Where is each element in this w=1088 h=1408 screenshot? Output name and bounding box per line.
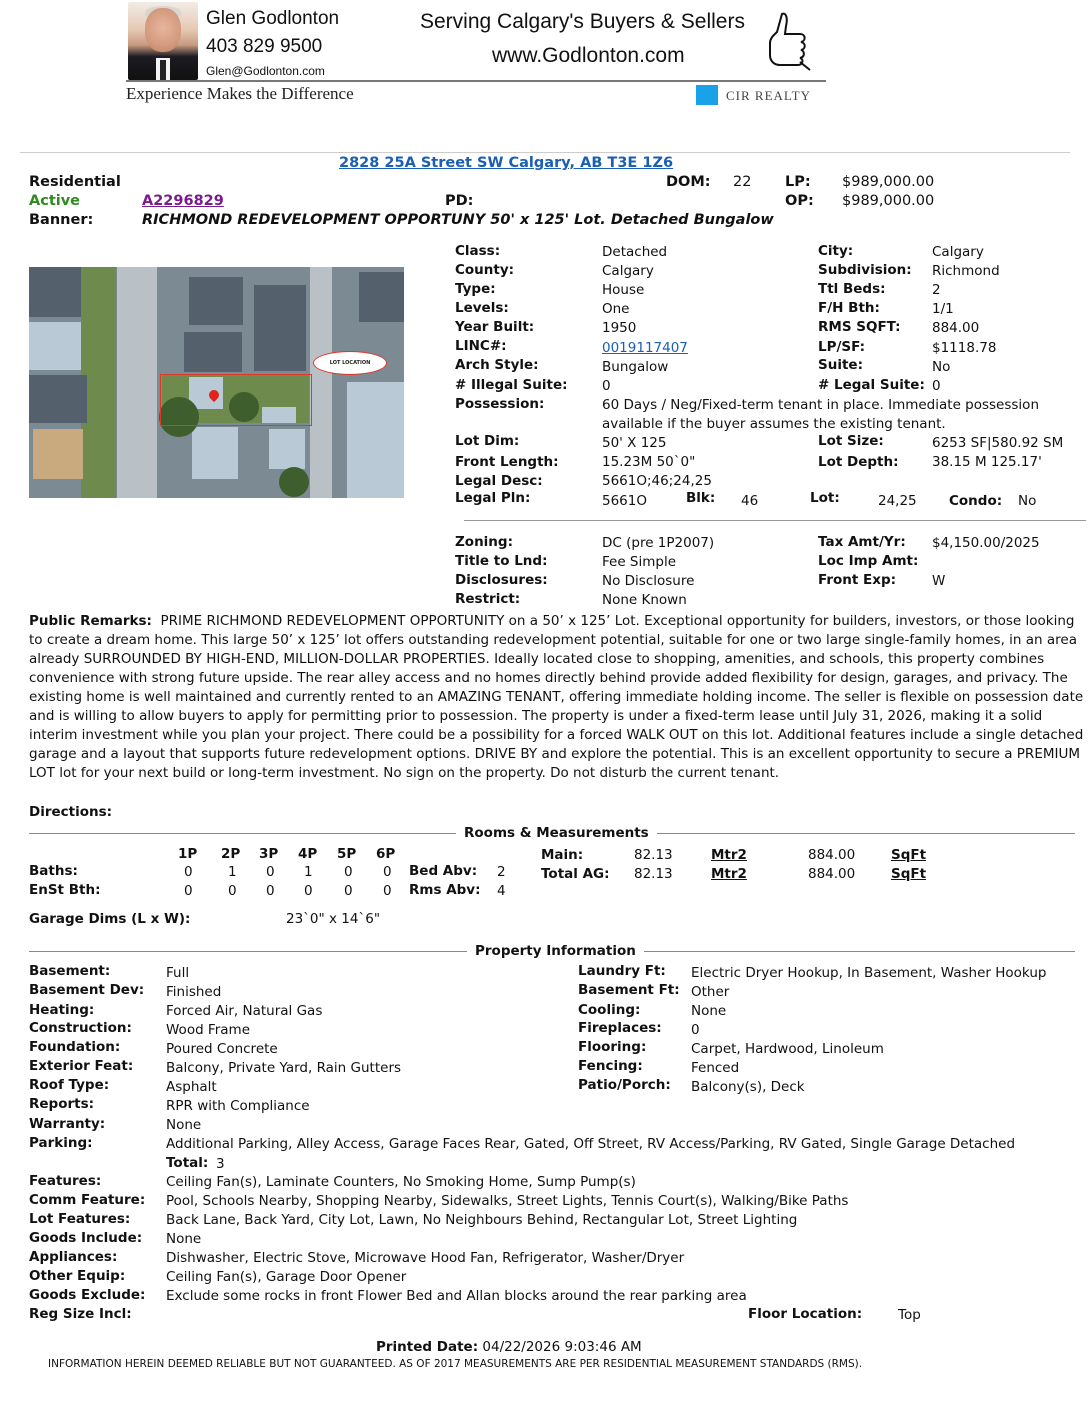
legal-pln-label: Legal Pln:: [455, 490, 531, 506]
info-value: Poured Concrete: [166, 1041, 278, 1057]
info-label: Basement Dev:: [29, 982, 145, 998]
detail-label: County:: [455, 262, 515, 278]
detail-label: LP/SF:: [818, 339, 866, 355]
detail-value: Detached: [602, 244, 668, 260]
cir-logo-icon: [696, 85, 718, 105]
possession-label: Possession:: [455, 396, 545, 412]
detail-label: City:: [818, 243, 854, 259]
tax-value: $4,150.00/2025: [932, 535, 1040, 551]
info-label: Basement:: [29, 963, 111, 979]
enst-value: 0: [344, 883, 353, 899]
lot-size-value: 6253 SF|580.92 SM: [932, 435, 1064, 451]
info-label: Patio/Porch:: [578, 1077, 671, 1093]
disclosures-label: Disclosures:: [455, 572, 548, 588]
mtr2-unit-link[interactable]: Mtr2: [711, 866, 747, 882]
info-value: Finished: [166, 984, 222, 1000]
info-value: Carpet, Hardwood, Linoleum: [691, 1041, 884, 1057]
front-exp-label: Front Exp:: [818, 572, 897, 588]
parking-total-label: Total:: [166, 1155, 209, 1171]
rooms-section-header: Rooms & Measurements: [29, 826, 1075, 840]
front-exp-value: W: [932, 573, 946, 589]
info-value: None: [691, 1003, 727, 1019]
lot-outline: [160, 374, 312, 426]
legal-desc-label: Legal Desc:: [455, 473, 543, 489]
enst-value: 0: [304, 883, 313, 899]
info-label: Fireplaces:: [578, 1020, 662, 1036]
info-value: Electric Dryer Hookup, In Basement, Washer Hookup: [691, 965, 1047, 981]
printed-date: [376, 1339, 642, 1355]
property-info-section-header: Property Information: [29, 944, 1075, 958]
info-label: Warranty:: [29, 1116, 106, 1132]
detail-value: 0: [602, 378, 611, 394]
info-value: Back Lane, Back Yard, City Lot, Lawn, No Neighbours Behind, Rectangular Lot, Street Lighting: [166, 1212, 798, 1228]
info-value: RPR with Compliance: [166, 1098, 310, 1114]
info-label: Goods Exclude:: [29, 1287, 146, 1303]
tax-label: Tax Amt/Yr:: [818, 534, 906, 550]
bed-abv-value: 2: [497, 864, 506, 880]
info-value: Full: [166, 965, 190, 981]
detail-label: Subdivision:: [818, 262, 912, 278]
possession-line-1: 60 Days / Neg/Fixed-term tenant in place. Immediate possession: [602, 397, 1039, 413]
info-value: 0: [691, 1022, 700, 1038]
disclaimer: INFORMATION HEREIN DEEMED RELIABLE BUT NOT GUARANTEED. AS OF 2017 MEASUREMENTS ARE PER RESIDENTIAL MEASUREMENT STANDARDS (RMS).: [48, 1358, 863, 1370]
detail-value: 2: [932, 282, 941, 298]
property-type: Residential: [29, 174, 121, 190]
banner-tagline: Experience Makes the Difference: [126, 84, 354, 103]
disclosures-value: No Disclosure: [602, 573, 695, 589]
agent-photo: [128, 2, 198, 80]
info-label: Comm Feature:: [29, 1192, 146, 1208]
lp-label: LP:: [785, 174, 811, 190]
lot-depth-value: 38.15 M 125.17': [932, 454, 1042, 470]
mls-number-link[interactable]: A2296829: [142, 193, 224, 209]
detail-value: Bungalow: [602, 359, 669, 375]
property-address-link[interactable]: 2828 25A Street SW Calgary, AB T3E 1Z6: [339, 155, 674, 171]
detail-label: # Legal Suite:: [818, 377, 925, 393]
agent-email: Glen@Godlonton.com: [206, 64, 325, 78]
possession-line-2: available if the buyer assumes the existing tenant.: [602, 416, 946, 432]
bath-col-header: 1P: [178, 846, 198, 862]
banner-website: www.Godlonton.com: [492, 44, 685, 67]
front-length-label: Front Length:: [455, 454, 559, 470]
bath-col-header: 3P: [259, 846, 279, 862]
restrict-value: None Known: [602, 592, 687, 608]
baths-value: 0: [383, 864, 392, 880]
brokerage-name: CIR REALTY: [726, 88, 811, 103]
detail-label: F/H Bth:: [818, 300, 880, 316]
legal-pln-value: 5661O: [602, 493, 647, 509]
info-value: Other: [691, 984, 730, 1000]
dom-value: 22: [733, 174, 752, 190]
bath-col-header: 5P: [337, 846, 357, 862]
top-divider: [20, 152, 1070, 153]
details-divider: [464, 520, 1086, 521]
lot-location-callout: LOT LOCATION: [313, 351, 387, 375]
bath-col-header: 2P: [221, 846, 241, 862]
info-label: Fencing:: [578, 1058, 643, 1074]
title-value: Fee Simple: [602, 554, 677, 570]
detail-value: Calgary: [602, 263, 654, 279]
aerial-lot-map: [29, 267, 404, 498]
detail-label: Type:: [455, 281, 496, 297]
floor-location-value: Top: [898, 1307, 921, 1323]
blk-label: Blk:: [686, 490, 716, 506]
baths-value: 1: [304, 864, 313, 880]
enst-value: 0: [383, 883, 392, 899]
detail-value: 1950: [602, 320, 637, 336]
baths-value: 1: [228, 864, 237, 880]
info-label: Cooling:: [578, 1002, 641, 1018]
detail-value: 0: [932, 378, 941, 394]
public-remarks: [29, 612, 1087, 783]
area-metric: 82.13: [634, 866, 673, 882]
detail-value: $1118.78: [932, 340, 997, 356]
detail-value: 884.00: [932, 320, 980, 336]
banner-text: RICHMOND REDEVELOPMENT OPPORTUNY 50' x 125' Lot. Detached Bungalow: [142, 212, 774, 228]
agent-name: Glen Godlonton: [206, 8, 340, 29]
pd-label: PD:: [445, 193, 474, 209]
lot-label: Lot:: [810, 490, 840, 506]
parking-total-value: 3: [216, 1156, 225, 1172]
lot-depth-label: Lot Depth:: [818, 454, 899, 470]
condo-label: Condo:: [949, 493, 1003, 509]
detail-value: Richmond: [932, 263, 1000, 279]
banner-divider: [126, 80, 826, 82]
public-remarks-label: Public Remarks:: [29, 613, 152, 629]
info-label: Laundry Ft:: [578, 963, 666, 979]
bath-col-header: 4P: [298, 846, 318, 862]
detail-value: 1/1: [932, 301, 954, 317]
area-metric: 82.13: [634, 847, 673, 863]
info-value: Ceiling Fan(s), Garage Door Opener: [166, 1269, 407, 1285]
enst-bth-label: EnSt Bth:: [29, 882, 101, 898]
lot-size-label: Lot Size:: [818, 433, 884, 449]
parking-value: Additional Parking, Alley Access, Garage Faces Rear, Gated, Off Street, RV Access/Parking, RV Gated, Single Garage Detached: [166, 1136, 1016, 1152]
info-value: Ceiling Fan(s), Laminate Counters, No Smoking Home, Sump Pump(s): [166, 1174, 636, 1190]
zoning-label: Zoning:: [455, 534, 513, 550]
agent-banner: [124, 0, 826, 108]
op-label: OP:: [785, 193, 814, 209]
mtr2-unit-link[interactable]: Mtr2: [711, 847, 747, 863]
detail-label: Arch Style:: [455, 357, 539, 373]
reg-size-label: Reg Size Incl:: [29, 1306, 132, 1322]
detail-label: Levels:: [455, 300, 509, 316]
info-label: Appliances:: [29, 1249, 118, 1265]
zoning-value: DC (pre 1P2007): [602, 535, 715, 551]
detail-value: One: [602, 301, 630, 317]
info-value: Fenced: [691, 1060, 740, 1076]
baths-label: Baths:: [29, 863, 78, 879]
garage-dims-value: 23`0" x 14`6": [286, 911, 381, 927]
info-value: Balcony(s), Deck: [691, 1079, 805, 1095]
detail-value: No: [932, 359, 951, 375]
area-label: Total AG:: [541, 866, 610, 882]
info-label: Goods Include:: [29, 1230, 143, 1246]
area-label: Main:: [541, 847, 584, 863]
restrict-label: Restrict:: [455, 591, 521, 607]
bath-col-header: 6P: [376, 846, 396, 862]
linc-number-link[interactable]: 0019117407: [602, 340, 688, 356]
bed-abv-label: Bed Abv:: [409, 863, 478, 879]
info-label: Roof Type:: [29, 1077, 110, 1093]
info-value: Wood Frame: [166, 1022, 250, 1038]
blk-value: 46: [741, 493, 759, 509]
directions-label: Directions:: [29, 804, 113, 820]
detail-label: Year Built:: [455, 319, 535, 335]
legal-desc-value: 5661O;46;24,25: [602, 473, 712, 489]
list-price: $989,000.00: [842, 174, 935, 190]
rms-abv-label: Rms Abv:: [409, 882, 481, 898]
info-value: Balcony, Private Yard, Rain Gutters: [166, 1060, 402, 1076]
info-label: Reports:: [29, 1096, 95, 1112]
status-badge: Active: [29, 193, 81, 209]
baths-value: 0: [266, 864, 275, 880]
lot-dim-label: Lot Dim:: [455, 433, 520, 449]
front-length-value: 15.23M 50`0": [602, 454, 696, 470]
floor-location-label: Floor Location:: [748, 1306, 863, 1322]
sqft-unit-link[interactable]: SqFt: [891, 866, 927, 882]
agent-phone: 403 829 9500: [206, 36, 323, 57]
info-label: Heating:: [29, 1002, 95, 1018]
info-label: Basement Ft:: [578, 982, 680, 998]
info-label: Exterior Feat:: [29, 1058, 134, 1074]
info-label: Foundation:: [29, 1039, 121, 1055]
detail-label: # Illegal Suite:: [455, 377, 568, 393]
dom-label: DOM:: [666, 174, 711, 190]
detail-value: House: [602, 282, 645, 298]
lot-dim-value: 50' X 125: [602, 435, 667, 451]
baths-value: 0: [184, 864, 193, 880]
rms-abv-value: 4: [497, 883, 506, 899]
info-value: Exclude some rocks in front Flower Bed and Allan blocks around the rear parking area: [166, 1288, 747, 1304]
baths-value: 0: [344, 864, 353, 880]
public-remarks-text: PRIME RICHMOND REDEVELOPMENT OPPORTUNITY on a 50’ x 125’ Lot. Exceptional opportunity for builders, investors, or those looking to create a dream home. This large 50’ x 125’ lot offers outstanding redevelopment potential, suitable for one or two large single-family homes, in an area already SURROUNDED BY HIGH-END, MILLION-DOLLAR PROPERTIES. Ideally located close to shopping, amenities, and schools, this property combines convenience with strong future upside. The rear alley access and no homes directly behind provide added flexibility for design, garages, and privacy. The existing home is well maintained and currently rented to an AMAZING TENANT, offering immediate holding income. The seller is flexible on possession date and is willing to allow buyers to apply for permitting prior to possession. The property is under a fixed-term lease until July 31, 2026, making it a solid interim investment while you plan your project. There could be a possibility for a forced WALK OUT on this lot. Additional features include a single detached garage and a layout that supports future redevelopment options. DRIVE BY and explore the potential. This is an excellent opportunity to secure a PREMIUM LOT lot for your next build or long-term investment. No sign on the property. Do not disturb the current tenant.: [29, 613, 1084, 781]
printed-date-label: Printed Date:: [376, 1339, 479, 1355]
detail-label: Suite:: [818, 357, 863, 373]
detail-label: Class:: [455, 243, 501, 259]
area-imperial: 884.00: [808, 866, 856, 882]
info-value: Asphalt: [166, 1079, 217, 1095]
printed-date-value: 04/22/2026 9:03:46 AM: [482, 1339, 642, 1355]
info-label: Flooring:: [578, 1039, 647, 1055]
banner-label: Banner:: [29, 212, 94, 228]
detail-label: RMS SQFT:: [818, 319, 901, 335]
detail-label: Ttl Beds:: [818, 281, 886, 297]
enst-value: 0: [184, 883, 193, 899]
enst-value: 0: [266, 883, 275, 899]
sqft-unit-link[interactable]: SqFt: [891, 847, 927, 863]
info-value: Forced Air, Natural Gas: [166, 1003, 323, 1019]
garage-dims-label: Garage Dims (L x W):: [29, 911, 191, 927]
info-value: Dishwasher, Electric Stove, Microwave Hood Fan, Refrigerator, Washer/Dryer: [166, 1250, 685, 1266]
info-label: Other Equip:: [29, 1268, 126, 1284]
info-label: Lot Features:: [29, 1211, 131, 1227]
info-value: Pool, Schools Nearby, Shopping Nearby, Sidewalks, Street Lights, Tennis Court(s), Walking/Bike Paths: [166, 1193, 849, 1209]
banner-slogan: Serving Calgary's Buyers & Sellers: [420, 10, 745, 33]
info-label: Features:: [29, 1173, 102, 1189]
loc-imp-label: Loc Imp Amt:: [818, 553, 919, 569]
info-value: None: [166, 1117, 202, 1133]
info-label: Parking:: [29, 1135, 93, 1151]
detail-label: LINC#:: [455, 338, 507, 354]
lot-value: 24,25: [878, 493, 917, 509]
enst-value: 0: [228, 883, 237, 899]
original-price: $989,000.00: [842, 193, 935, 209]
info-value: None: [166, 1231, 202, 1247]
condo-value: No: [1018, 493, 1037, 509]
title-label: Title to Lnd:: [455, 553, 548, 569]
info-label: Construction:: [29, 1020, 132, 1036]
detail-value: Calgary: [932, 244, 984, 260]
area-imperial: 884.00: [808, 847, 856, 863]
thumbs-up-icon: [760, 10, 814, 72]
